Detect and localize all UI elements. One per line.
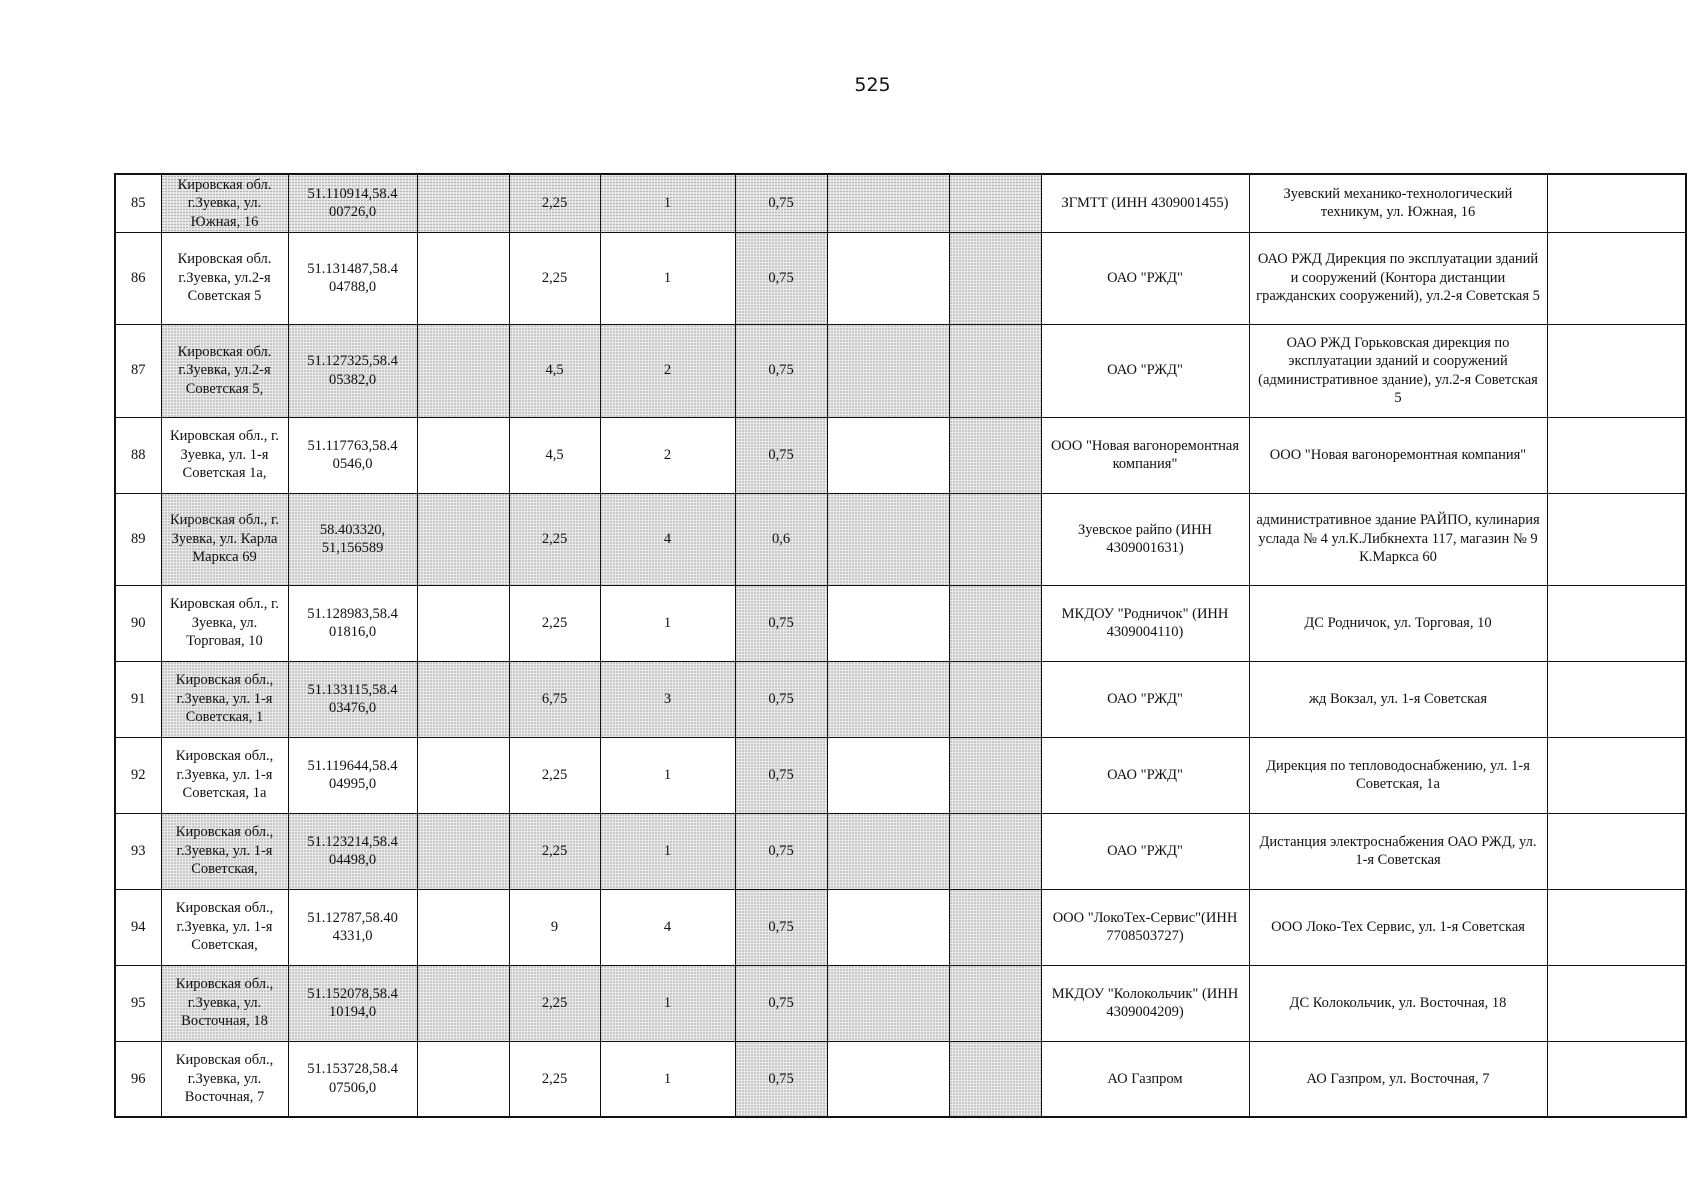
coordinates-cell: 51.123214,58.4 04498,0 bbox=[288, 813, 417, 889]
row-number-cell: 89 bbox=[115, 493, 161, 585]
owner-cell: МКДОУ "Родничок" (ИНН 4309004110) bbox=[1041, 585, 1249, 661]
table-row bbox=[115, 585, 1686, 661]
coordinates-cell: 51.128983,58.4 01816,0 bbox=[288, 585, 417, 661]
count-cell: 1 bbox=[600, 585, 735, 661]
container-sites-table bbox=[114, 173, 1687, 1118]
table-row bbox=[115, 493, 1686, 585]
empty-cell bbox=[949, 889, 1041, 965]
table-row bbox=[115, 174, 1686, 232]
row-number-cell: 86 bbox=[115, 232, 161, 324]
empty-cell bbox=[417, 585, 509, 661]
container-volume-cell: 0,75 bbox=[735, 174, 827, 232]
container-volume-cell: 0,75 bbox=[735, 889, 827, 965]
empty-cell bbox=[949, 1041, 1041, 1117]
empty-cell bbox=[827, 965, 949, 1041]
address-cell: Кировская обл., г.Зуевка, ул. Восточная, 7 bbox=[161, 1041, 288, 1117]
source-description-cell: ООО Локо-Тех Сервис, ул. 1-я Советская bbox=[1249, 889, 1547, 965]
source-description-cell: Дистанция электроснабжения ОАО РЖД, ул. 1-я Советская bbox=[1249, 813, 1547, 889]
table-row bbox=[115, 889, 1686, 965]
empty-cell bbox=[827, 813, 949, 889]
source-description-cell: Дирекция по тепловодоснабжению, ул. 1-я Советская, 1а bbox=[1249, 737, 1547, 813]
address-cell: Кировская обл., г.Зуевка, ул. 1-я Советская, 1 bbox=[161, 661, 288, 737]
count-cell: 4 bbox=[600, 493, 735, 585]
address-cell: Кировская обл., г. Зуевка, ул. Торговая, 10 bbox=[161, 585, 288, 661]
source-description-cell: жд Вокзал, ул. 1-я Советская bbox=[1249, 661, 1547, 737]
table-row bbox=[115, 737, 1686, 813]
row-number-cell: 91 bbox=[115, 661, 161, 737]
owner-cell: ООО "Новая вагоноремонтная компания" bbox=[1041, 417, 1249, 493]
count-cell: 3 bbox=[600, 661, 735, 737]
empty-cell bbox=[827, 737, 949, 813]
row-number-cell: 92 bbox=[115, 737, 161, 813]
address-cell: Кировская обл. г.Зуевка, ул.2-я Советская 5, bbox=[161, 324, 288, 417]
source-description-cell: Зуевский механико-технологический техникум, ул. Южная, 16 bbox=[1249, 174, 1547, 232]
row-number-cell: 94 bbox=[115, 889, 161, 965]
owner-cell: ОАО "РЖД" bbox=[1041, 813, 1249, 889]
empty-cell bbox=[949, 324, 1041, 417]
count-cell: 1 bbox=[600, 174, 735, 232]
volume-cell: 2,25 bbox=[509, 813, 600, 889]
table-row bbox=[115, 324, 1686, 417]
count-cell: 4 bbox=[600, 889, 735, 965]
empty-cell bbox=[1547, 1041, 1686, 1117]
volume-cell: 6,75 bbox=[509, 661, 600, 737]
empty-cell bbox=[827, 493, 949, 585]
container-volume-cell: 0,75 bbox=[735, 1041, 827, 1117]
empty-cell bbox=[417, 232, 509, 324]
address-cell: Кировская обл. г.Зуевка, ул. Южная, 16 bbox=[161, 174, 288, 232]
volume-cell: 2,25 bbox=[509, 585, 600, 661]
empty-cell bbox=[949, 737, 1041, 813]
count-cell: 2 bbox=[600, 324, 735, 417]
empty-cell bbox=[827, 1041, 949, 1117]
page-number: 525 bbox=[854, 74, 891, 96]
source-description-cell: ДС Колокольчик, ул. Восточная, 18 bbox=[1249, 965, 1547, 1041]
address-cell: Кировская обл., г.Зуевка, ул. 1-я Советская, 1а bbox=[161, 737, 288, 813]
empty-cell bbox=[417, 965, 509, 1041]
empty-cell bbox=[417, 324, 509, 417]
table-row bbox=[115, 232, 1686, 324]
empty-cell bbox=[417, 889, 509, 965]
address-cell: Кировская обл., г. Зуевка, ул. 1-я Советская 1а, bbox=[161, 417, 288, 493]
owner-cell: МКДОУ "Колокольчик" (ИНН 4309004209) bbox=[1041, 965, 1249, 1041]
volume-cell: 9 bbox=[509, 889, 600, 965]
empty-cell bbox=[949, 965, 1041, 1041]
empty-cell bbox=[417, 493, 509, 585]
table-row bbox=[115, 417, 1686, 493]
empty-cell bbox=[827, 417, 949, 493]
empty-cell bbox=[1547, 737, 1686, 813]
empty-cell bbox=[949, 661, 1041, 737]
empty-cell bbox=[827, 174, 949, 232]
empty-cell bbox=[1547, 493, 1686, 585]
container-volume-cell: 0,75 bbox=[735, 661, 827, 737]
address-cell: Кировская обл. г.Зуевка, ул.2-я Советская 5 bbox=[161, 232, 288, 324]
owner-cell: ОАО "РЖД" bbox=[1041, 232, 1249, 324]
source-description-cell: ОАО РЖД Горьковская дирекция по эксплуатации зданий и сооружений (административное здание), ул.2-я Советская 5 bbox=[1249, 324, 1547, 417]
count-cell: 1 bbox=[600, 1041, 735, 1117]
address-cell: Кировская обл., г.Зуевка, ул. 1-я Советская, bbox=[161, 889, 288, 965]
empty-cell bbox=[417, 174, 509, 232]
container-volume-cell: 0,75 bbox=[735, 417, 827, 493]
owner-cell: ОАО "РЖД" bbox=[1041, 324, 1249, 417]
count-cell: 1 bbox=[600, 232, 735, 324]
volume-cell: 4,5 bbox=[509, 417, 600, 493]
row-number-cell: 85 bbox=[115, 174, 161, 232]
volume-cell: 2,25 bbox=[509, 965, 600, 1041]
table-row bbox=[115, 1041, 1686, 1117]
container-volume-cell: 0,75 bbox=[735, 324, 827, 417]
empty-cell bbox=[417, 661, 509, 737]
coordinates-cell: 51.117763,58.4 0546,0 bbox=[288, 417, 417, 493]
empty-cell bbox=[417, 737, 509, 813]
empty-cell bbox=[1547, 965, 1686, 1041]
coordinates-cell: 51.110914,58.4 00726,0 bbox=[288, 174, 417, 232]
volume-cell: 2,25 bbox=[509, 232, 600, 324]
coordinates-cell: 51.131487,58.4 04788,0 bbox=[288, 232, 417, 324]
empty-cell bbox=[1547, 324, 1686, 417]
count-cell: 1 bbox=[600, 813, 735, 889]
empty-cell bbox=[1547, 417, 1686, 493]
container-volume-cell: 0,75 bbox=[735, 585, 827, 661]
row-number-cell: 96 bbox=[115, 1041, 161, 1117]
empty-cell bbox=[949, 493, 1041, 585]
empty-cell bbox=[417, 813, 509, 889]
count-cell: 2 bbox=[600, 417, 735, 493]
row-number-cell: 87 bbox=[115, 324, 161, 417]
volume-cell: 2,25 bbox=[509, 737, 600, 813]
table-body bbox=[115, 174, 1686, 1117]
row-number-cell: 88 bbox=[115, 417, 161, 493]
count-cell: 1 bbox=[600, 737, 735, 813]
container-volume-cell: 0,75 bbox=[735, 737, 827, 813]
container-volume-cell: 0,75 bbox=[735, 965, 827, 1041]
coordinates-cell: 51.12787,58.40 4331,0 bbox=[288, 889, 417, 965]
count-cell: 1 bbox=[600, 965, 735, 1041]
coordinates-cell: 51.127325,58.4 05382,0 bbox=[288, 324, 417, 417]
empty-cell bbox=[827, 661, 949, 737]
empty-cell bbox=[827, 232, 949, 324]
empty-cell bbox=[827, 585, 949, 661]
coordinates-cell: 51.133115,58.4 03476,0 bbox=[288, 661, 417, 737]
empty-cell bbox=[949, 417, 1041, 493]
source-description-cell: ОАО РЖД Дирекция по эксплуатации зданий и сооружений (Контора дистанции гражданских сооружений), ул.2-я Советская 5 bbox=[1249, 232, 1547, 324]
row-number-cell: 95 bbox=[115, 965, 161, 1041]
source-description-cell: административное здание РАЙПО, кулинария услада № 4 ул.К.Либкнехта 117, магазин № 9 К.Маркса 60 bbox=[1249, 493, 1547, 585]
container-volume-cell: 0,75 bbox=[735, 232, 827, 324]
empty-cell bbox=[949, 174, 1041, 232]
owner-cell: Зуевское райпо (ИНН 4309001631) bbox=[1041, 493, 1249, 585]
container-volume-cell: 0,6 bbox=[735, 493, 827, 585]
volume-cell: 2,25 bbox=[509, 493, 600, 585]
source-description-cell: ООО "Новая вагоноремонтная компания" bbox=[1249, 417, 1547, 493]
coordinates-cell: 51.119644,58.4 04995,0 bbox=[288, 737, 417, 813]
row-number-cell: 93 bbox=[115, 813, 161, 889]
source-description-cell: ДС Родничок, ул. Торговая, 10 bbox=[1249, 585, 1547, 661]
volume-cell: 4,5 bbox=[509, 324, 600, 417]
coordinates-cell: 51.153728,58.4 07506,0 bbox=[288, 1041, 417, 1117]
empty-cell bbox=[1547, 661, 1686, 737]
owner-cell: ОАО "РЖД" bbox=[1041, 737, 1249, 813]
empty-cell bbox=[417, 417, 509, 493]
empty-cell bbox=[949, 813, 1041, 889]
empty-cell bbox=[1547, 174, 1686, 232]
table-row bbox=[115, 965, 1686, 1041]
container-volume-cell: 0,75 bbox=[735, 813, 827, 889]
empty-cell bbox=[827, 324, 949, 417]
source-description-cell: АО Газпром, ул. Восточная, 7 bbox=[1249, 1041, 1547, 1117]
empty-cell bbox=[827, 889, 949, 965]
empty-cell bbox=[1547, 232, 1686, 324]
empty-cell bbox=[949, 232, 1041, 324]
row-number-cell: 90 bbox=[115, 585, 161, 661]
volume-cell: 2,25 bbox=[509, 1041, 600, 1117]
empty-cell bbox=[1547, 889, 1686, 965]
table-row bbox=[115, 813, 1686, 889]
volume-cell: 2,25 bbox=[509, 174, 600, 232]
empty-cell bbox=[1547, 585, 1686, 661]
empty-cell bbox=[949, 585, 1041, 661]
owner-cell: АО Газпром bbox=[1041, 1041, 1249, 1117]
table-row bbox=[115, 661, 1686, 737]
address-cell: Кировская обл., г.Зуевка, ул. 1-я Советская, bbox=[161, 813, 288, 889]
address-cell: Кировская обл., г.Зуевка, ул. Восточная, 18 bbox=[161, 965, 288, 1041]
address-cell: Кировская обл., г. Зуевка, ул. Карла Маркса 69 bbox=[161, 493, 288, 585]
empty-cell bbox=[1547, 813, 1686, 889]
owner-cell: ЗГМТТ (ИНН 4309001455) bbox=[1041, 174, 1249, 232]
owner-cell: ООО "ЛокоТех-Сервис"(ИНН 7708503727) bbox=[1041, 889, 1249, 965]
empty-cell bbox=[417, 1041, 509, 1117]
coordinates-cell: 51.152078,58.4 10194,0 bbox=[288, 965, 417, 1041]
coordinates-cell: 58.403320, 51,156589 bbox=[288, 493, 417, 585]
owner-cell: ОАО "РЖД" bbox=[1041, 661, 1249, 737]
